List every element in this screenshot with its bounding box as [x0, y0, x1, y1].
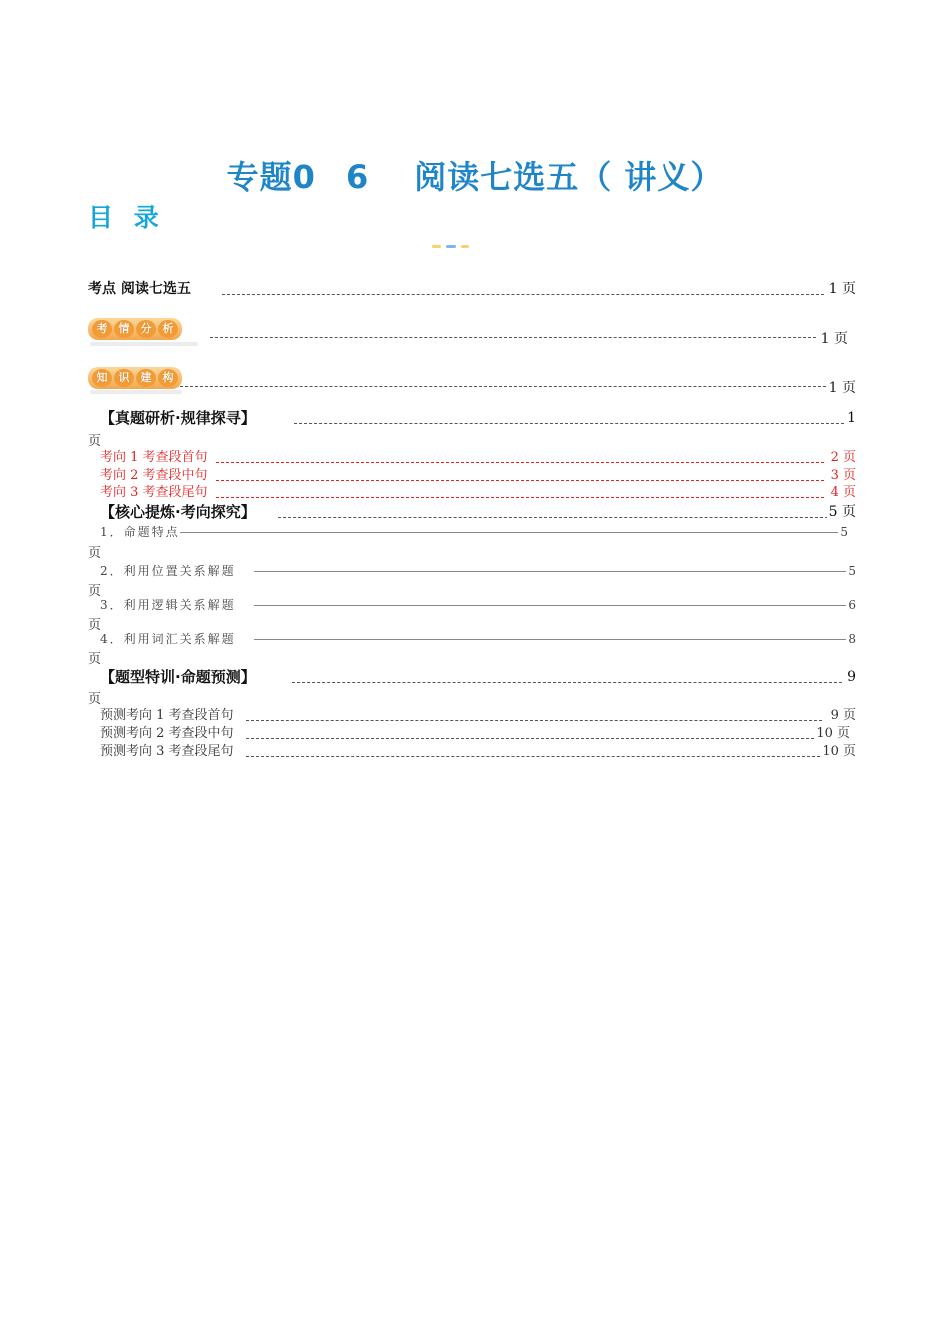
- toc-entry-weizhi-guanxi[interactable]: 2．利用位置关系解题 5: [100, 564, 856, 578]
- toc-entry-mingti-tedian[interactable]: 1．命题特点 5: [100, 525, 848, 539]
- toc-entry-cihui-guanxi[interactable]: 4．利用词汇关系解题 8: [100, 632, 856, 646]
- toc-entry-kaodian[interactable]: 考点 阅读七选五 1 页: [88, 281, 856, 297]
- title-main: 阅读七选五（ 讲义）: [414, 158, 724, 196]
- toc-entry-kaoxiang-3[interactable]: 考向 3 考查段尾句 4 页: [100, 485, 856, 500]
- page-wrap-text: 页: [88, 618, 102, 633]
- toc-section-zhenti-yanxi[interactable]: 【真题研析·规律探寻】 1: [100, 409, 856, 427]
- title-number: 0 6: [292, 158, 379, 196]
- toc-entry-kaoxiang-1[interactable]: 考向 1 考查段首句 2 页: [100, 450, 856, 465]
- document-title: [0, 152, 950, 198]
- toc-section-hexin-tilian[interactable]: 【核心提炼·考向探究】 5 页: [100, 503, 856, 521]
- toc-heading: 目 录: [88, 203, 165, 232]
- decorative-divider: [430, 242, 472, 252]
- page-wrap-text: 页: [88, 434, 102, 449]
- page-wrap-text: 页: [88, 584, 102, 599]
- page-wrap-text: 页: [88, 546, 102, 561]
- toc-entry-luoji-guanxi[interactable]: 3．利用逻辑关系解题 6: [100, 598, 856, 612]
- toc-entry-zhishi-jiangou[interactable]: 知 识 建 构 1 页: [88, 367, 856, 395]
- kaoqing-fenxi-badge-icon: 考 情 分 析: [88, 318, 182, 340]
- toc-entry-yuce-3[interactable]: 预测考向 3 考查段尾句 10 页: [100, 744, 856, 759]
- page-wrap-text: 页: [88, 652, 102, 667]
- page-wrap-text: 页: [88, 692, 102, 707]
- toc-entry-yuce-2[interactable]: 预测考向 2 考查段中句 10 页: [100, 726, 850, 741]
- toc-entry-kaoqing-fenxi[interactable]: 考 情 分 析 1 页: [88, 318, 856, 346]
- toc-section-tixing-texun[interactable]: 【题型特训·命题预测】 9: [100, 668, 856, 686]
- toc-entry-yuce-1[interactable]: 预测考向 1 考查段首句 9 页: [100, 708, 856, 723]
- zhishi-jiangou-badge-icon: 知 识 建 构: [88, 367, 182, 389]
- toc-entry-kaoxiang-2[interactable]: 考向 2 考查段中句 3 页: [100, 468, 856, 483]
- title-prefix: 专题: [226, 158, 293, 196]
